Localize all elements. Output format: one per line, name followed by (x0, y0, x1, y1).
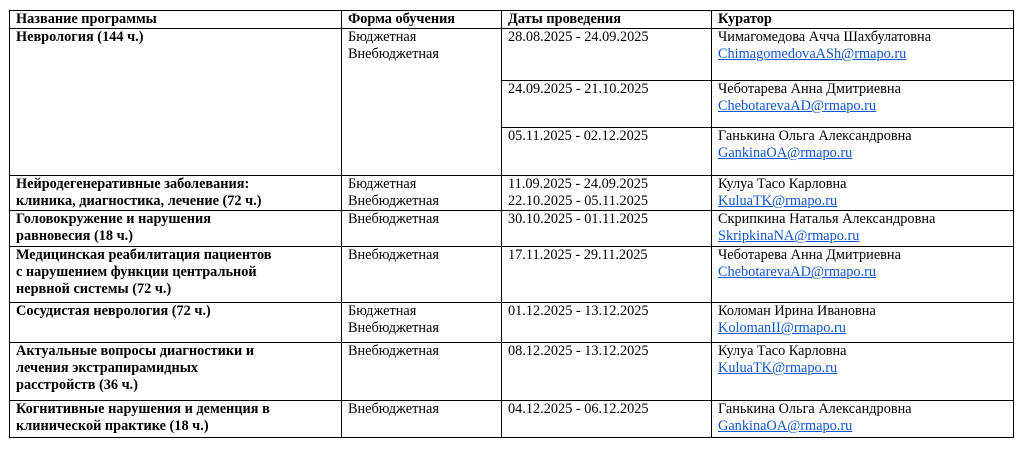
study-form (342, 343, 502, 401)
curator-name: Чеботарева Анна Дмитриевна (718, 247, 901, 263)
session-dates (502, 343, 712, 401)
program-name-line: Нейродегенеративные заболевания: (16, 176, 250, 192)
program-name (10, 303, 342, 343)
curator-name: Ганькина Ольга Александровна (718, 128, 912, 144)
study-form-line: Внебюджетная (348, 193, 439, 209)
curator-email-link[interactable]: ChimagomedovaASh@rmapo.ru (718, 46, 907, 62)
program-name-line: Когнитивные нарушения и деменция в (16, 401, 270, 417)
study-form-line: Внебюджетная (348, 247, 439, 263)
table-row (10, 401, 1014, 438)
session-curator (712, 81, 1013, 128)
session-curator (712, 343, 1014, 401)
curator-email-link[interactable]: SkripkinaNA@rmapo.ru (718, 228, 860, 244)
study-form-line: Внебюджетная (348, 401, 439, 417)
curator-email-link[interactable]: KolomanII@rmapo.ru (718, 320, 846, 336)
program-name-line: Головокружение и нарушения (16, 211, 211, 227)
program-name (10, 176, 342, 211)
table-row (10, 211, 1014, 247)
session-date-range: 24.09.2025 - 21.10.2025 (508, 81, 649, 97)
curator-name: Чимагомедова Ачча Шахбулатовна (718, 29, 932, 45)
curator-name: Ганькина Ольга Александровна (718, 401, 912, 417)
curator-name: Коломан Ирина Ивановна (718, 303, 876, 319)
header-dates: Даты проведения (502, 11, 712, 29)
table-row (10, 247, 1014, 303)
session-dates (502, 81, 711, 128)
program-name (10, 401, 342, 438)
program-name-line: Неврология (144 ч.) (16, 29, 144, 45)
session-dates (502, 401, 712, 438)
study-form-line: Внебюджетная (348, 320, 439, 336)
curator-email-link[interactable]: GankinaOA@rmapo.ru (718, 145, 853, 161)
session-dates (502, 247, 712, 303)
session-curator (712, 247, 1014, 303)
session-date-range: 28.08.2025 - 24.09.2025 (508, 29, 649, 45)
session-dates (502, 211, 712, 247)
program-name (10, 211, 342, 247)
session-date-range: 17.11.2025 - 29.11.2025 (508, 247, 648, 263)
study-form (342, 247, 502, 303)
session-date-range: 22.10.2025 - 05.11.2025 (508, 193, 649, 209)
program-name-line: расстройств (36 ч.) (16, 377, 139, 393)
session-date-range: 05.11.2025 - 02.12.2025 (508, 128, 649, 144)
session-curator (712, 128, 1013, 175)
schedule-table-wrapper (9, 10, 1014, 438)
session-curator (712, 176, 1014, 211)
session-curator (712, 211, 1014, 247)
header-row (10, 11, 1014, 29)
session-date-range: 30.10.2025 - 01.11.2025 (508, 211, 649, 227)
session-date-range: 04.12.2025 - 06.12.2025 (508, 401, 649, 417)
program-name (10, 343, 342, 401)
session-curator (712, 29, 1013, 81)
study-form-line: Внебюджетная (348, 343, 439, 359)
header-form: Форма обучения (342, 11, 502, 29)
study-form (342, 211, 502, 247)
program-name (10, 247, 342, 303)
program-name-line: Актуальные вопросы диагностики и (16, 343, 255, 359)
study-form-line: Внебюджетная (348, 211, 439, 227)
table-row (10, 29, 1014, 176)
program-name (10, 29, 342, 176)
table-row (10, 176, 1014, 211)
program-name-line: клиника, диагностика, лечение (72 ч.) (16, 193, 262, 209)
session-dates-group (502, 29, 712, 176)
curator-email-link[interactable]: ChebotarevaAD@rmapo.ru (718, 264, 877, 280)
session-date-range: 11.09.2025 - 24.09.2025 (508, 176, 649, 192)
study-form (342, 29, 502, 176)
study-form-line: Бюджетная (348, 303, 417, 319)
study-form-line: Внебюджетная (348, 46, 439, 62)
curator-name: Кулуа Тасо Карловна (718, 343, 847, 359)
table-row (10, 343, 1014, 401)
program-name-line: равновесия (18 ч.) (16, 228, 134, 244)
header-program: Название программы (10, 11, 342, 29)
session-dates (502, 29, 711, 81)
session-dates (502, 128, 711, 175)
program-name-line: Сосудистая неврология (72 ч.) (16, 303, 211, 319)
session-curator (712, 303, 1014, 343)
program-name-line: лечения экстрапирамидных (16, 360, 199, 376)
curator-email-link[interactable]: ChebotarevaAD@rmapo.ru (718, 98, 877, 114)
header-curator: Куратор (712, 11, 1014, 29)
study-form (342, 176, 502, 211)
curator-email-link[interactable]: KuluaTK@rmapo.ru (718, 193, 838, 209)
session-dates (502, 176, 712, 211)
study-form-line: Бюджетная (348, 176, 417, 192)
study-form (342, 303, 502, 343)
session-curator (712, 401, 1014, 438)
study-form-line: Бюджетная (348, 29, 417, 45)
curator-name: Скрипкина Наталья Александровна (718, 211, 936, 227)
session-date-range: 01.12.2025 - 13.12.2025 (508, 303, 649, 319)
program-name-line: с нарушением функции центральной (16, 264, 257, 280)
program-name-line: клинической практике (18 ч.) (16, 418, 209, 434)
schedule-table (9, 10, 1014, 438)
curator-name: Чеботарева Анна Дмитриевна (718, 81, 901, 97)
table-row (10, 303, 1014, 343)
session-date-range: 08.12.2025 - 13.12.2025 (508, 343, 649, 359)
program-name-line: нервной системы (72 ч.) (16, 281, 172, 297)
session-curators-group (712, 29, 1014, 176)
curator-email-link[interactable]: KuluaTK@rmapo.ru (718, 360, 838, 376)
curator-name: Кулуа Тасо Карловна (718, 176, 847, 192)
program-name-line: Медицинская реабилитация пациентов (16, 247, 272, 263)
study-form (342, 401, 502, 438)
session-dates (502, 303, 712, 343)
curator-email-link[interactable]: GankinaOA@rmapo.ru (718, 418, 853, 434)
